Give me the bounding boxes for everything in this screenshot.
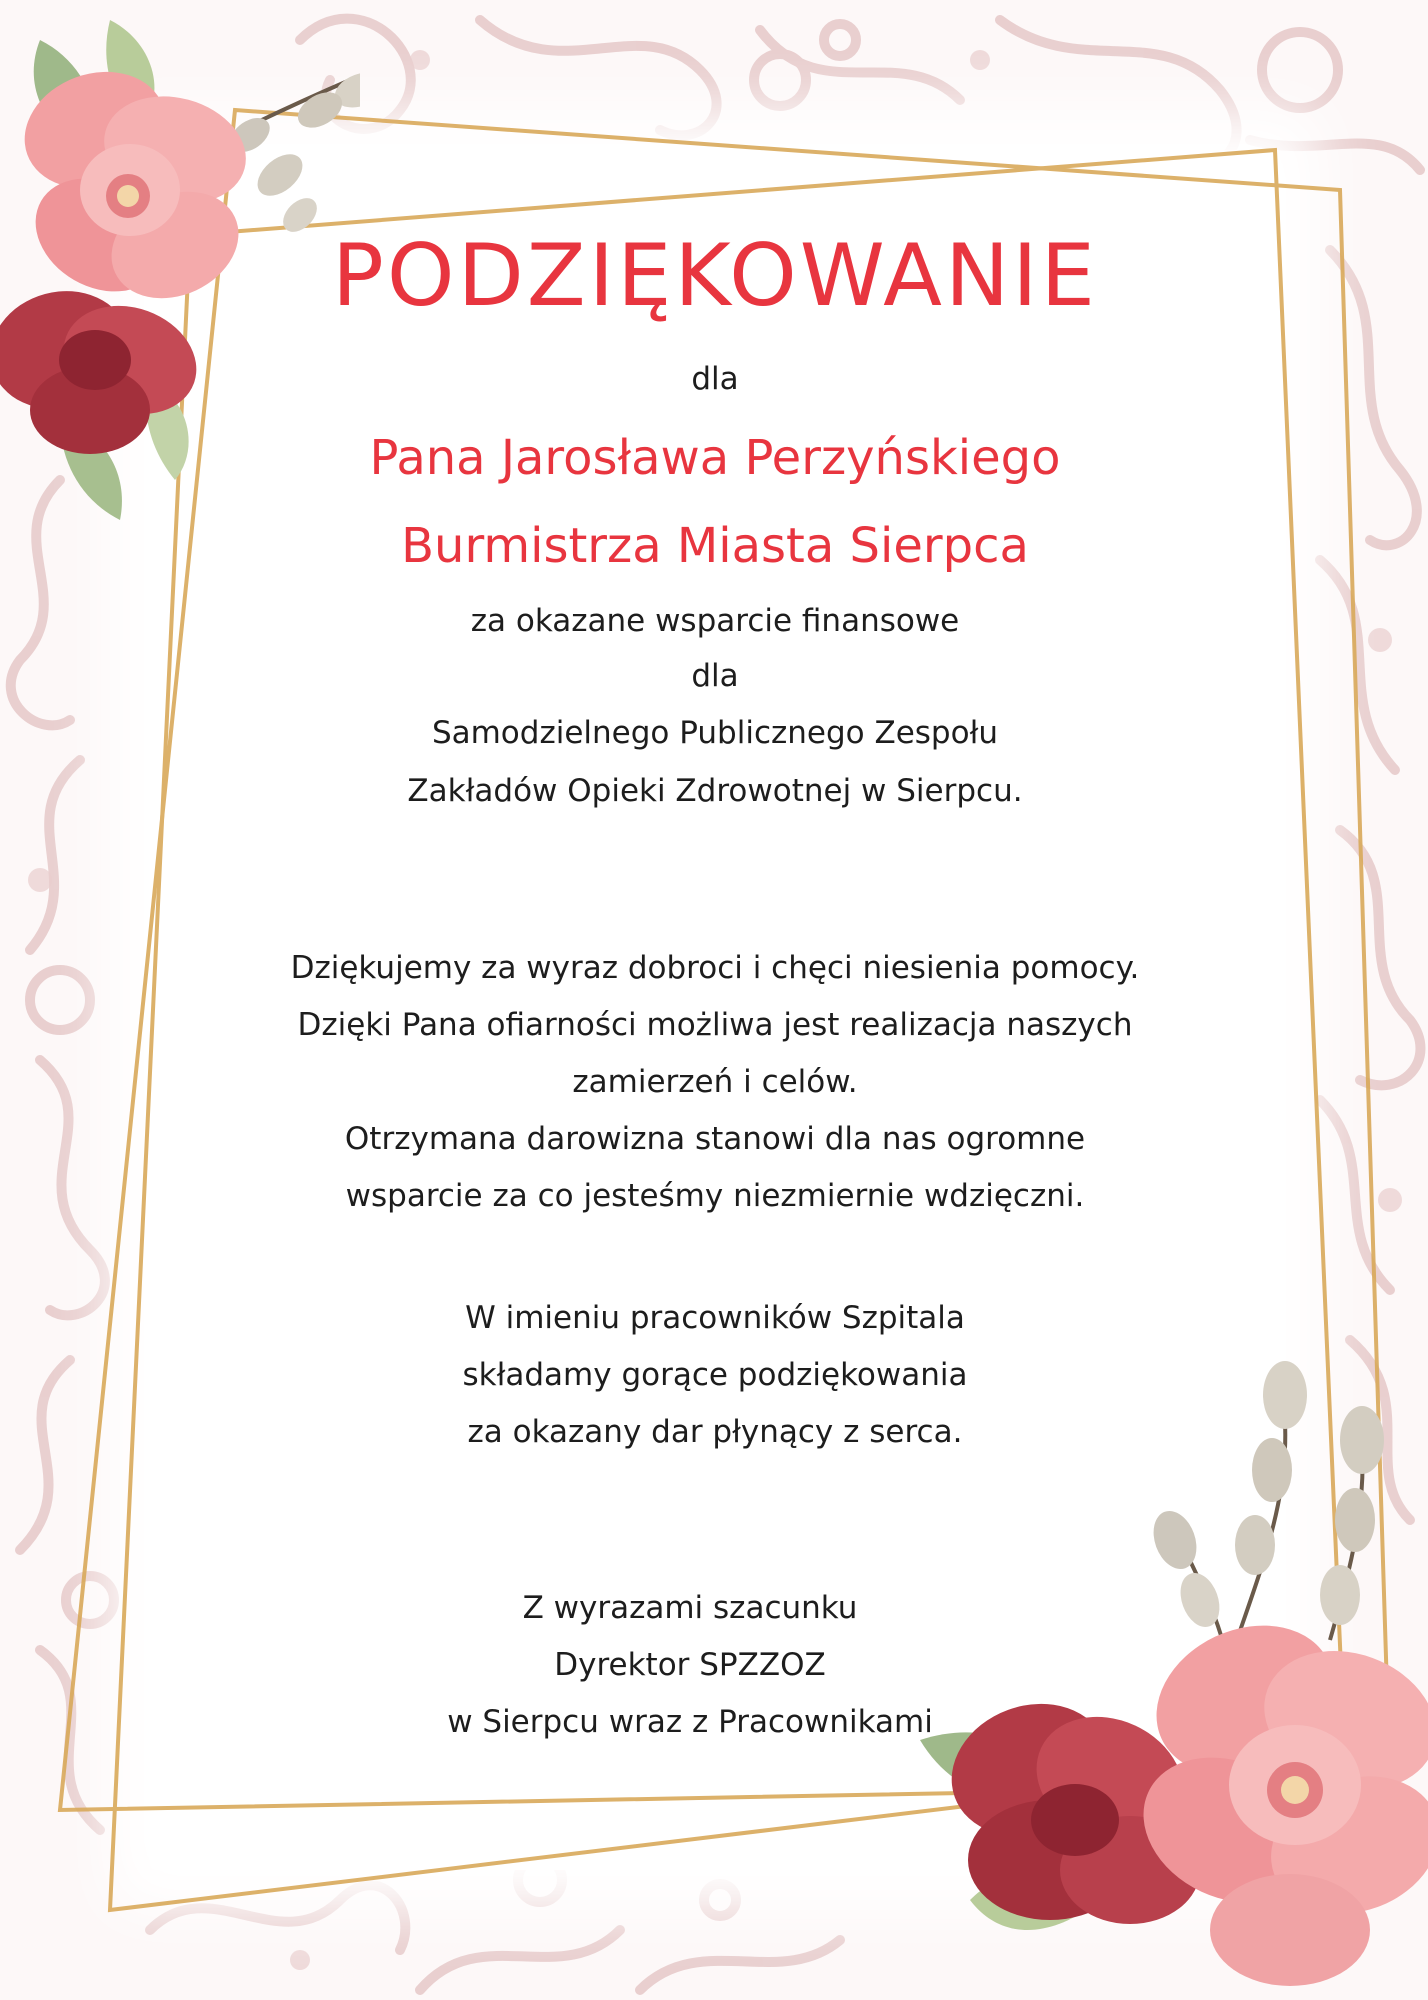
closing-signature: [240, 1580, 1140, 1751]
paragraph-line: Otrzymana darowizna stanowi dla nas ogromne: [344, 1121, 1086, 1157]
recipient-name: Pana Jarosława Perzyńskiego: [369, 430, 1061, 486]
paragraph-line: za okazany dar płynący z serca.: [467, 1414, 963, 1450]
institution-line-2: Zakładów Opieki Zdrowotnej w Sierpcu.: [407, 773, 1023, 809]
closing-line: w Sierpcu wraz z Pracownikami: [447, 1704, 933, 1740]
for-label: dla: [691, 361, 739, 397]
closing-line: Z wyrazami szacunku: [522, 1590, 858, 1626]
paragraph-line: zamierzeń i celów.: [572, 1064, 858, 1100]
page-title: PODZIĘKOWANIE: [332, 226, 1098, 326]
paragraph-line: W imieniu pracowników Szpitala: [465, 1300, 965, 1336]
reason-line: za okazane wsparcie finansowe: [470, 603, 960, 639]
institution-line-1: Samodzielnego Publicznego Zespołu: [431, 715, 999, 751]
paragraph-line: Dziękujemy za wyraz dobroci i chęci niesienia pomocy.: [290, 950, 1140, 986]
staff-paragraph: [160, 1290, 1270, 1461]
paragraph-line: wsparcie za co jesteśmy niezmiernie wdzięczni.: [345, 1178, 1085, 1214]
for-label-2: dla: [691, 658, 739, 694]
recipient-office: Burmistrza Miasta Sierpca: [401, 518, 1029, 574]
thanks-paragraph: [160, 940, 1270, 1225]
paragraph-line: składamy gorące podziękowania: [462, 1357, 968, 1393]
closing-line: Dyrektor SPZZOZ: [554, 1647, 826, 1683]
paragraph-line: Dzięki Pana ofiarności możliwa jest realizacja naszych: [297, 1007, 1133, 1043]
pink-flower-icon: [1120, 1598, 1428, 1986]
